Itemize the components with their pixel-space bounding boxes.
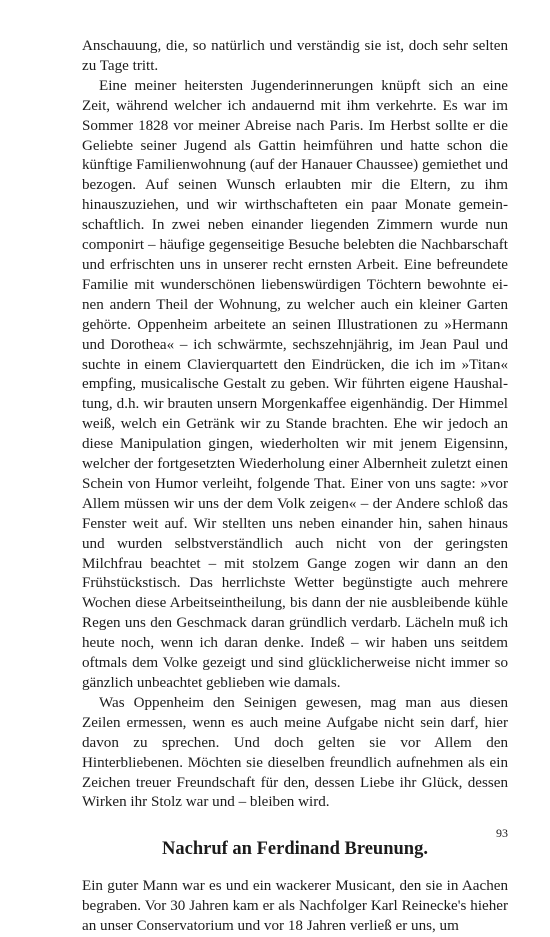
page-body — [82, 37, 508, 937]
section-heading: Nachruf an Ferdinand Breunung. — [162, 839, 428, 860]
paragraph-jugenderinnerungen: Eine meiner heitersten Jugenderinnerungen knüpft sich an eine Zeit, während welcher ich andauernd mit ihm verkehrte. Es war im Sommer 1828 vor meiner Abreise nach Paris. Im Herbst sollte er die Geliebte seiner Jugend als Gattin heimführen und hatte schon die künftige Familienwohnung (auf der Hanauer Chaussee) gemiethet und bezogen. Auf seinen Wunsch erlaubten mir die Eltern, zu ihm hinauszuziehen, und wir wirthschafteten ein paar Monate gemeinschaftlich. In zwei neben einander liegenden Zimmern wurde nun componirt – häufige gegenseitige Besuche belebten die Nachbarschaft und erfrischten uns in unserer recht ernsten Arbeit. Eine befreundete Familie mit wunderschönen liebenswürdigen Töchtern bewohnte einen andern Theil der Wohnung, zu welcher auch ein kleiner Garten gehörte. Oppenheim arbeitete an seinen Illustrationen zu »Hermann und Dorothea« – ich schwärmte, sechszehnjährig, im Jean Paul und suchte in einem Clavierquartett den Eindrücken, die ich im »Titan« empfing, musicalische Gestalt zu geben. Wir führten eigene Haushaltung, d.h. wir brauten unsern Morgenkaffee eigenhändig. Der Himmel weiß, welch ein Getränk wir zu Stande brachten. Ehe wir jedoch an diese Manipulation gingen, wiederholten wir mit jenem Eigensinn, welcher der fortgesetzten Wiederholung einer Albernheit zuletzt einen Schein von Humor verleiht, folgende That. Einer von uns sagte: »vor Allem müssen wir uns der dem Volk zeigen« – der Andere schloß das Fenster weit auf. Wir stellten uns neben einander hin, sahen hinaus und wurden selbstverständlich auch nicht von der geringsten Milchfrau beachtet – mit stolzem Gange zogen wir dann an den Frühstückstisch. Das herrlichste Wetter begünstigte auch mehrere Wochen diese Arbeitseintheilung, bis dann der nie ausbleibende kühle Regen uns den Geschmack daran gründlich verdarb. Lächeln muß ich heute noch, wenn ich daran denke. Indeß – wir haben uns seitdem oftmals dem Volke gezeigt und sind glücklicherweise nicht immer so gänzlich unbeachtet geblieben wie damals. — [82, 77, 508, 691]
paragraph-breunung: Ein guter Mann war es und ein wackerer Musicant, den sie in Aachen begraben. Vor 30 Jahren kam er als Nachfolger Karl Reinecke's hieher an unser Conservatorium und vor 18 Jahren verließ er uns, um — [82, 878, 508, 935]
page-number: 93 — [496, 826, 508, 840]
paragraph-continuation: Anschauung, die, so natürlich und verständig sie ist, doch sehr selten zu Tage tritt. — [82, 38, 508, 74]
paragraph-oppenheim-closing: Was Oppenheim den Seinigen gewesen, mag man aus diesen Zeilen ermessen, wenn es auch meine Aufgabe nicht sein darf, hier davon zu sprechen. Und doch gelten sie vor Allem den Hinterbliebenen. Möchten sie dieselben freundlich aufnehmen als ein Zeichen treuer Freundschaft für den, dessen Liebe ihr Glück, dessen Wirken ihr Stolz war und – bleiben wird. — [82, 694, 508, 811]
